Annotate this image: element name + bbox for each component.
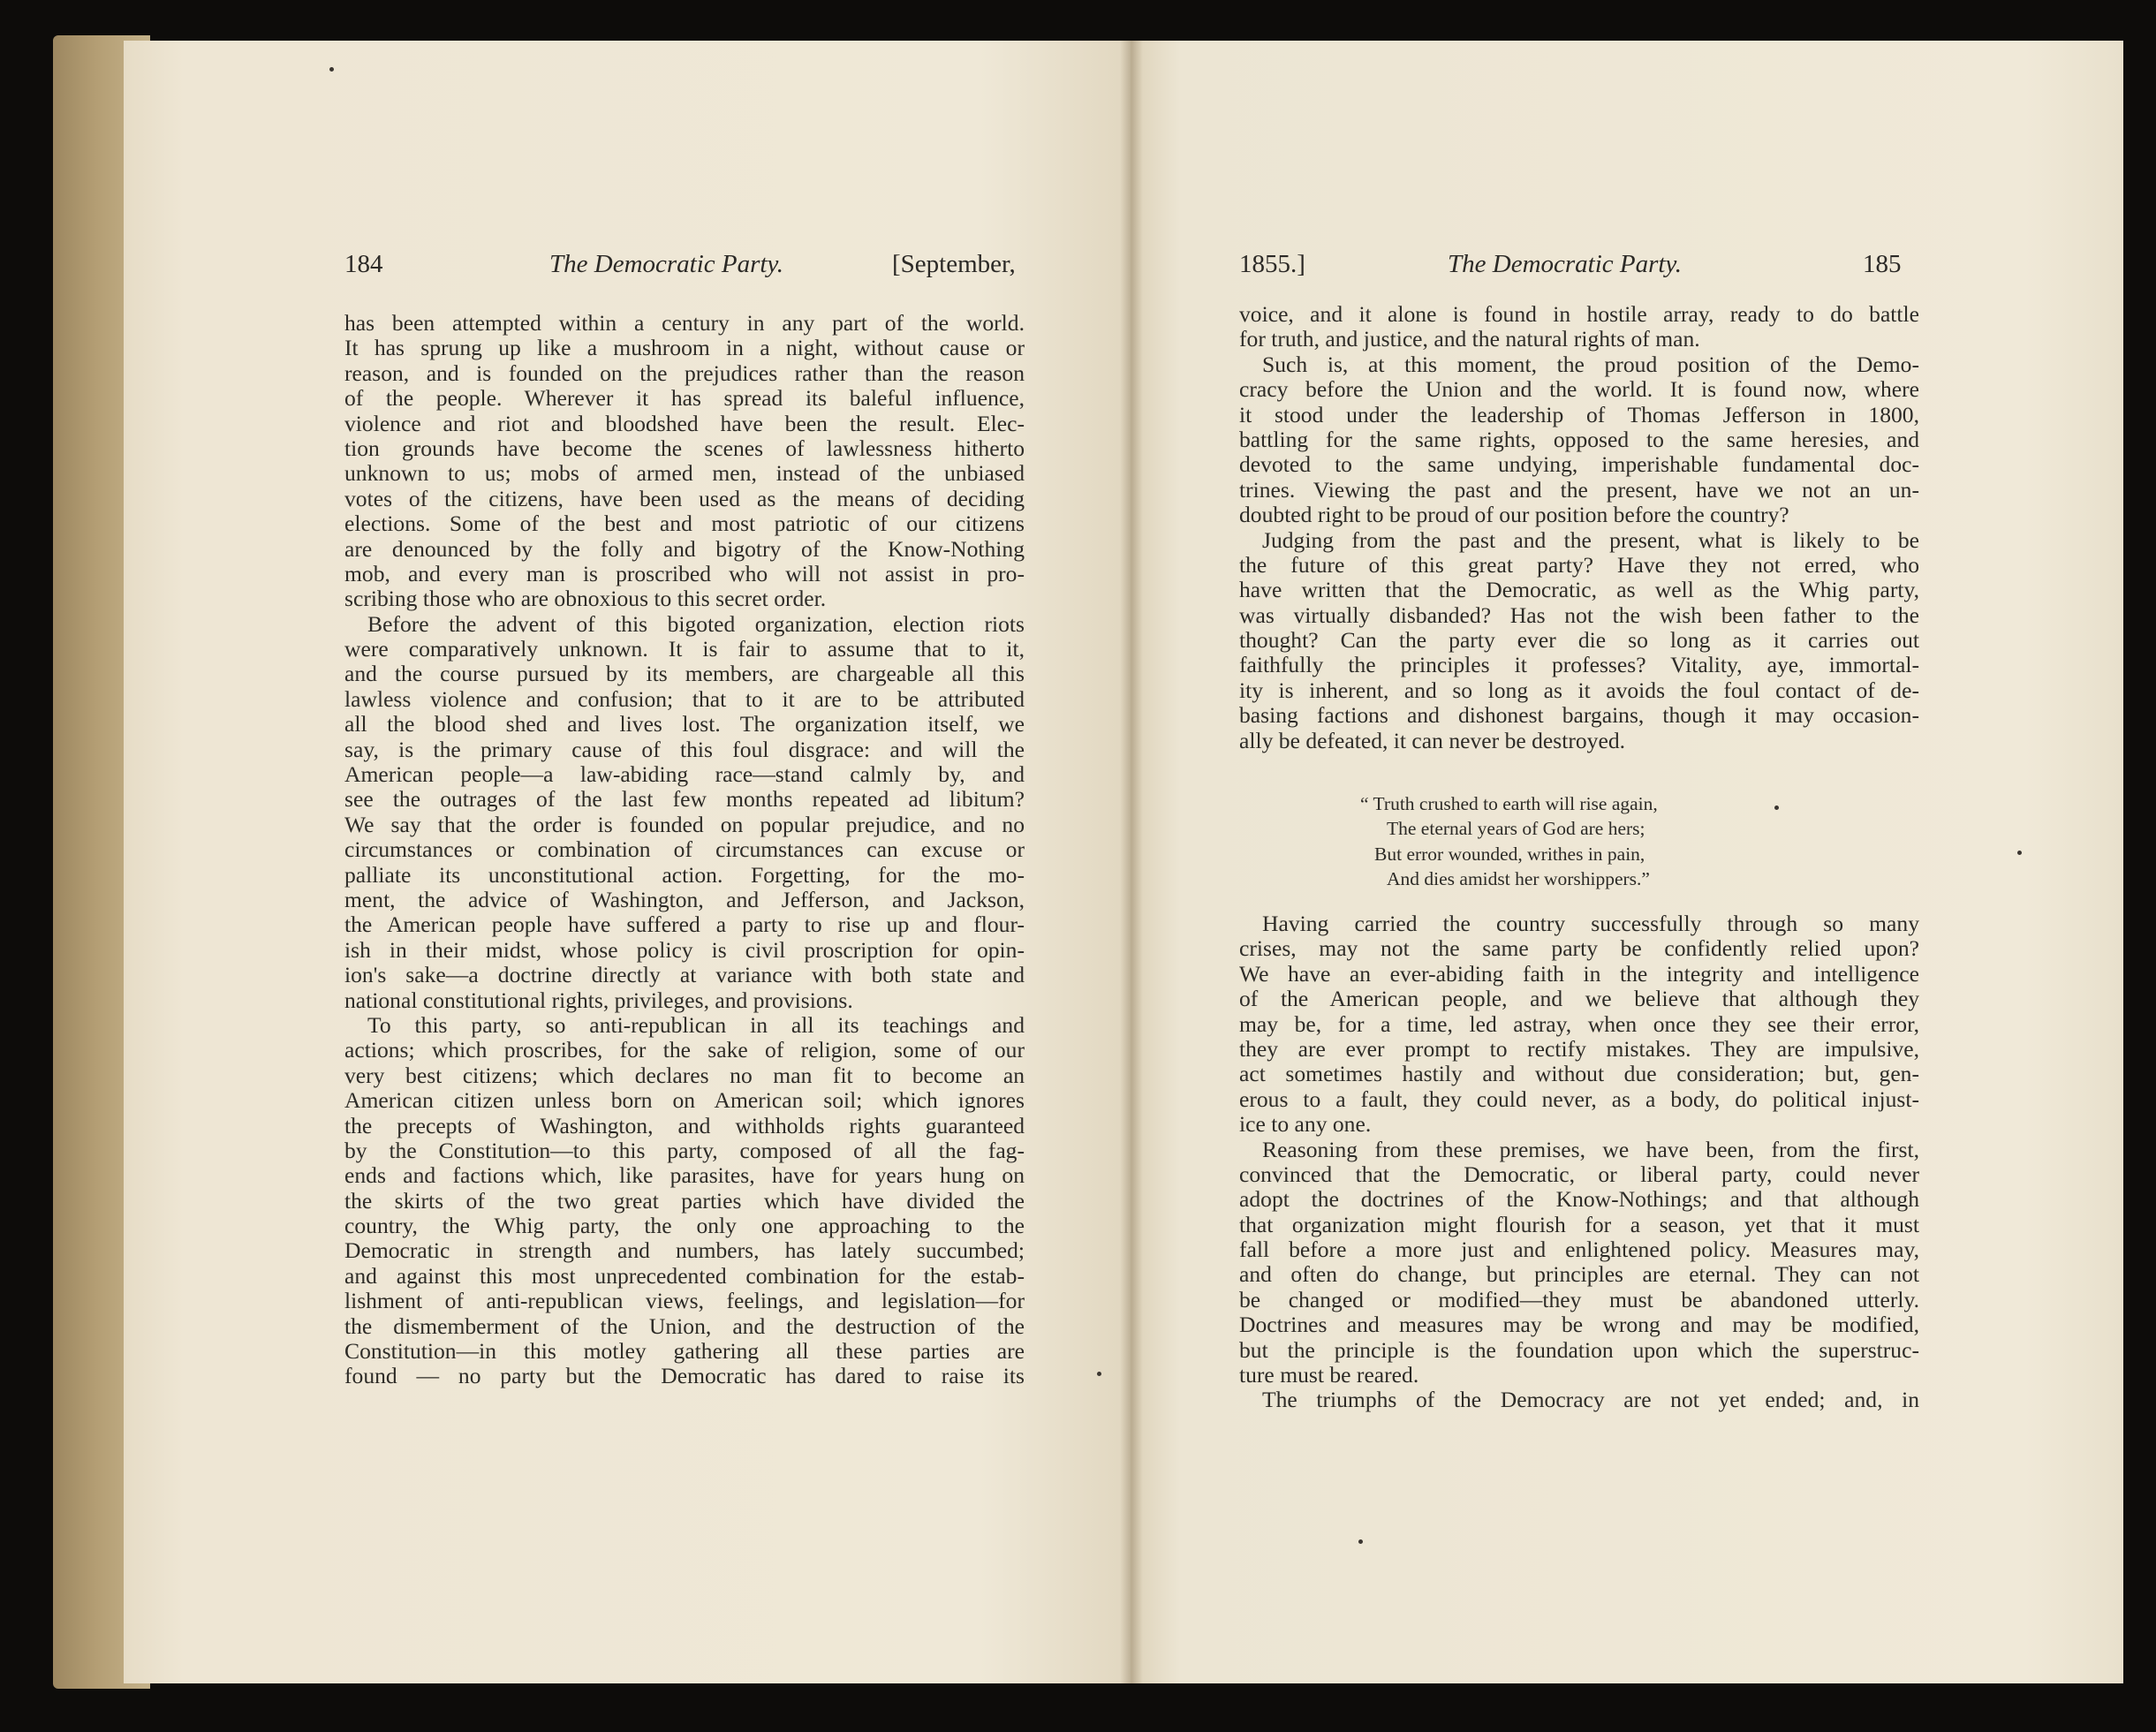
text-line: actions; which proscribes, for the sake of religion, some of our xyxy=(344,1038,1025,1063)
text-line: that organization might flourish for a season, yet that it must xyxy=(1239,1212,1919,1237)
text-line: the skirts of the two great parties which have divided the xyxy=(344,1188,1025,1214)
text-line: be changed or modified—they must be abandoned utterly. xyxy=(1239,1287,1919,1312)
text-line: votes of the citizens, have been used as the means of deciding xyxy=(344,486,1025,511)
text-line: see the outrages of the last few months repeated ad libitum? xyxy=(344,787,1025,813)
text-line: It has sprung up like a mushroom in a night, without cause or xyxy=(344,336,1025,361)
text-line: Judging from the past and the present, what is likely to be xyxy=(1262,527,1919,553)
text-line: Democratic in strength and numbers, has lately succumbed; xyxy=(344,1238,1025,1264)
text-line: and often do change, but principles are eternal. They can not xyxy=(1239,1262,1919,1288)
text-line: country, the Whig party, the only one approaching to the xyxy=(344,1214,1025,1239)
right-running-date: 1855.] xyxy=(1239,250,1305,278)
text-line: The triumphs of the Democracy are not yet ended; and, in xyxy=(1262,1388,1919,1413)
text-line: convinced that the Democratic, or liberal party, could never xyxy=(1239,1161,1919,1187)
text-line: tion grounds have become the scenes of lawlessness hitherto xyxy=(344,435,1025,461)
text-line: of the people. Wherever it has spread its baleful influence, xyxy=(344,386,1025,412)
text-line: was virtually disbanded? Has not the wish been father to the xyxy=(1239,602,1919,628)
left-running-date: [September, xyxy=(892,250,1016,278)
left-body-text xyxy=(344,311,1025,1389)
text-line: Doctrines and measures may be wrong and may be modified, xyxy=(1239,1312,1919,1338)
right-body-text-top xyxy=(1239,302,1919,753)
text-line: faithfully the principles it professes? Vitality, aye, immortal- xyxy=(1239,653,1919,678)
text-line: they are ever prompt to rectify mistakes. They are impulsive, xyxy=(1239,1036,1919,1062)
text-line: by the Constitution—to this party, composed of all the fag- xyxy=(344,1138,1025,1163)
right-body-text-bottom xyxy=(1239,911,1919,1413)
text-line: ture must be reared. xyxy=(1239,1363,1419,1388)
text-line: ally be defeated, it can never be destroyed. xyxy=(1239,728,1626,753)
text-line: Constitution—in this motley gathering all these parties are xyxy=(344,1339,1025,1365)
text-line: trines. Viewing the past and the present, have we not an un- xyxy=(1239,477,1919,503)
text-line: it stood under the leadership of Thomas Jefferson in 1800, xyxy=(1239,402,1919,427)
right-running-title: The Democratic Party. xyxy=(1448,250,1682,278)
text-line: basing factions and dishonest bargains, though it may occasion- xyxy=(1239,703,1919,729)
text-line: lawless violence and confusion; that to it are to be attributed xyxy=(344,686,1025,712)
text-line: Such is, at this moment, the proud position of the Demo- xyxy=(1262,352,1919,377)
text-line: circumstances or combination of circumstances can excuse or xyxy=(344,837,1025,863)
text-line: ment, the advice of Washington, and Jefferson, and Jackson, xyxy=(344,887,1025,912)
text-line: elections. Some of the best and most patriotic of our citizens xyxy=(344,511,1025,537)
left-page-number: 184 xyxy=(344,250,383,278)
text-line: ends and factions which, like parasites, have for years hung on xyxy=(344,1163,1025,1189)
text-line: for truth, and justice, and the natural rights of man. xyxy=(1239,327,1700,352)
paper-speck xyxy=(1097,1372,1101,1376)
text-line: To this party, so anti-republican in all its teachings and xyxy=(367,1012,1025,1038)
poem-quote xyxy=(1360,791,1658,892)
text-line: act sometimes hastily and without due consideration; but, gen- xyxy=(1239,1062,1919,1087)
text-line: American citizen unless born on American soil; which ignores xyxy=(344,1088,1025,1114)
text-line: violence and riot and bloodshed have been the result. Elec- xyxy=(344,411,1025,436)
paper-speck xyxy=(2017,851,2022,855)
left-running-title: The Democratic Party. xyxy=(549,250,783,278)
text-line: the future of this great party? Have they not erred, who xyxy=(1239,552,1919,578)
text-line: say, is the primary cause of this foul disgrace: and will the xyxy=(344,737,1025,762)
text-line: ion's sake—a doctrine directly at variance with both state and xyxy=(344,963,1025,988)
text-line: ish in their midst, whose policy is civil proscription for opin- xyxy=(344,937,1025,963)
poem-line: And dies amidst her worshippers.” xyxy=(1387,868,1650,890)
text-line: thought? Can the party ever die so long as it carries out xyxy=(1239,628,1919,654)
text-line: We say that the order is founded on popular prejudice, and no xyxy=(344,812,1025,837)
text-line: fall before a more just and enlightened policy. Measures may, xyxy=(1239,1237,1919,1263)
text-line: cracy before the Union and the world. It is found now, where xyxy=(1239,377,1919,403)
text-line: Before the advent of this bigoted organization, election riots xyxy=(367,611,1025,637)
text-line: very best citizens; which declares no man fit to become an xyxy=(344,1063,1025,1088)
text-line: adopt the doctrines of the Know-Nothings; and that although xyxy=(1239,1187,1919,1213)
text-line: may be, for a time, led astray, when once they see their error, xyxy=(1239,1011,1919,1037)
text-line: lishment of anti-republican views, feelings, and legislation—for xyxy=(344,1289,1025,1314)
text-line: found — no party but the Democratic has dared to raise its xyxy=(344,1364,1025,1389)
text-line: mob, and every man is proscribed who will not assist in pro- xyxy=(344,561,1025,586)
paper-speck xyxy=(329,67,334,72)
text-line: devoted to the same undying, imperishable fundamental doc- xyxy=(1239,452,1919,478)
text-line: reason, and is founded on the prejudices rather than the reason xyxy=(344,360,1025,386)
text-line: national constitutional rights, privileges, and provisions. xyxy=(344,987,853,1013)
text-line: voice, and it alone is found in hostile array, ready to do battle xyxy=(1239,302,1919,327)
text-line: has been attempted within a century in any part of the world. xyxy=(344,311,1025,336)
text-line: were comparatively unknown. It is fair to assume that to it, xyxy=(344,637,1025,662)
text-line: but the principle is the foundation upon which the superstruc- xyxy=(1239,1337,1919,1363)
right-page-header xyxy=(1239,250,1919,294)
paper-speck xyxy=(1358,1539,1363,1544)
text-line: Reasoning from these premises, we have been, from the first, xyxy=(1262,1137,1919,1162)
paper-speck xyxy=(1774,805,1779,810)
poem-line: But error wounded, writhes in pain, xyxy=(1374,843,1645,865)
text-line: scribing those who are obnoxious to this secret order. xyxy=(344,586,827,612)
text-line: doubted right to be proud of our position before the country? xyxy=(1239,503,1789,528)
text-line: crises, may not the same party be confidently relied upon? xyxy=(1239,936,1919,962)
text-line: are denounced by the folly and bigotry of the Know-Nothing xyxy=(344,536,1025,562)
text-line: and the course pursued by its members, are chargeable all this xyxy=(344,662,1025,687)
right-page-number: 185 xyxy=(1863,250,1902,278)
text-line: American people—a law-abiding race—stand calmly by, and xyxy=(344,762,1025,788)
text-line: of the American people, and we believe that although they xyxy=(1239,987,1919,1012)
text-line: the precepts of Washington, and withholds rights guaranteed xyxy=(344,1113,1025,1138)
text-line: ity is inherent, and so long as it avoids the foul contact of de- xyxy=(1239,677,1919,703)
text-line: have written that the Democratic, as well as the Whig party, xyxy=(1239,578,1919,603)
poem-line: The eternal years of God are hers; xyxy=(1387,818,1645,840)
left-page-header xyxy=(344,250,1025,294)
text-line: the American people have suffered a party to rise up and flour- xyxy=(344,912,1025,938)
text-line: the dismemberment of the Union, and the destruction of the xyxy=(344,1313,1025,1339)
text-line: erous to a fault, they could never, as a body, do political injust- xyxy=(1239,1086,1919,1112)
text-line: unknown to us; mobs of armed men, instead of the unbiased xyxy=(344,461,1025,487)
text-line: palliate its unconstitutional action. Forgetting, for the mo- xyxy=(344,862,1025,888)
text-line: We have an ever-abiding faith in the integrity and intelligence xyxy=(1239,961,1919,987)
poem-line: “ Truth crushed to earth will rise again, xyxy=(1360,793,1658,814)
text-line: all the blood shed and lives lost. The organization itself, we xyxy=(344,712,1025,737)
text-line: ice to any one. xyxy=(1239,1112,1372,1138)
text-line: Having carried the country successfully through so many xyxy=(1262,911,1919,936)
text-line: battling for the same rights, opposed to the same heresies, and xyxy=(1239,427,1919,452)
text-line: and against this most unprecedented combination for the estab- xyxy=(344,1263,1025,1289)
book-gutter xyxy=(1120,41,1143,1683)
